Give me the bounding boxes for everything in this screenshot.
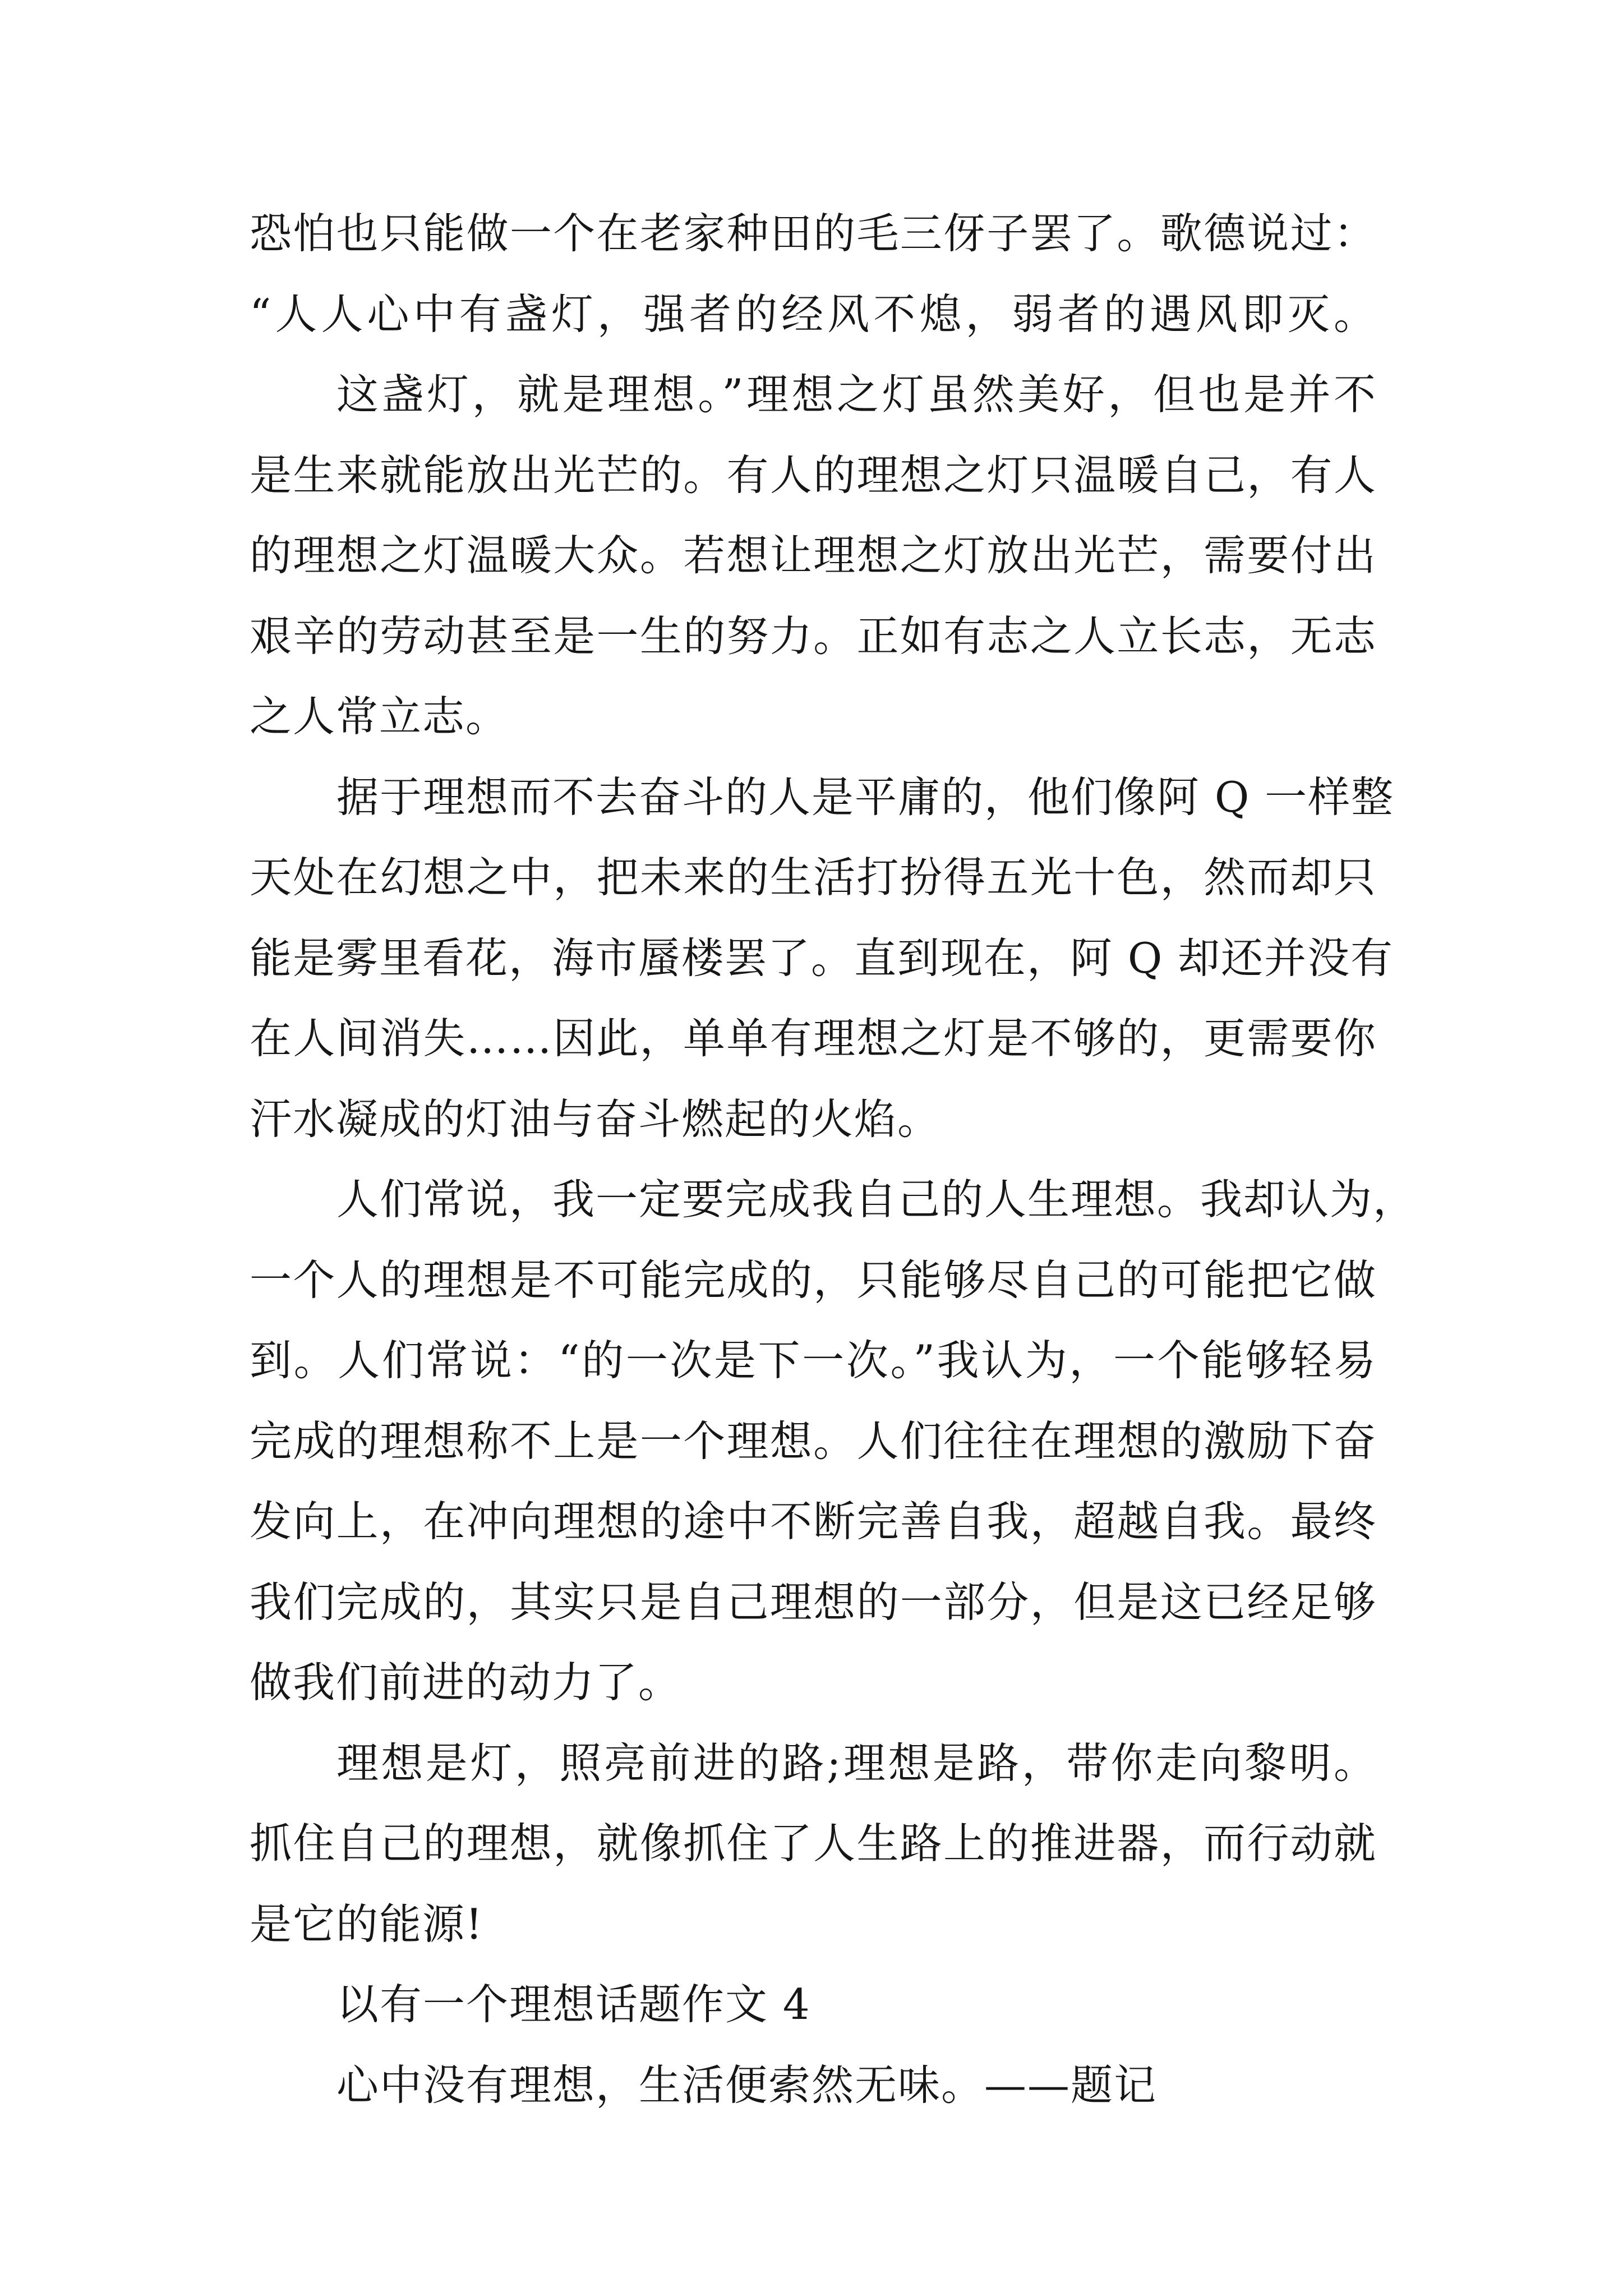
text-line: 恐怕也只能做一个在老家种田的毛三伢子罢了。歌德说过： [250,209,1377,258]
text-line: 是它的能源! [250,1899,484,1949]
text-line: 在人间消失……因此，单单有理想之灯是不够的，更需要你 [250,1014,1377,1063]
text-line: 是生来就能放出光芒的。有人的理想之灯只温暖自己，有人 [250,450,1377,500]
text-line: 人们常说，我一定要完成我自己的人生理想。我却认为， [336,1175,1417,1224]
text-line: 天处在幻想之中，把未来的生活打扮得五光十色，然而却只 [250,853,1377,902]
text-line: 发向上，在冲向理想的途中不断完善自我，超越自我。最终 [250,1497,1377,1546]
text-line: 到。人们常说：“的一次是下一次。”我认为，一个能够轻易 [250,1336,1377,1385]
text-line: 能是雾里看花，海市蜃楼罢了。直到现在，阿 Q 却还并没有 [250,933,1394,983]
text-line: 抓住自己的理想，就像抓住了人生路上的推进器，而行动就 [250,1819,1377,1868]
text-line: 的理想之灯温暖大众。若想让理想之灯放出光芒，需要付出 [250,531,1377,580]
text-line: 完成的理想称不上是一个理想。人们往往在理想的激励下奋 [250,1416,1377,1466]
epigraph: 心中没有理想，生活便索然无味。——题记 [336,2060,1158,2110]
text-line: 之人常立志。 [250,692,509,741]
text-line: 一个人的理想是不可能完成的，只能够尽自己的可能把它做 [250,1255,1377,1305]
text-line: 这盏灯，就是理想。”理想之灯虽然美好，但也是并不 [336,370,1377,419]
text-line: 艰辛的劳动甚至是一生的努力。正如有志之人立长志，无志 [250,611,1377,661]
text-line: “人人心中有盏灯，强者的经风不熄，弱者的遇风即灭。 [250,289,1377,339]
text-line: 据于理想而不去奋斗的人是平庸的，他们像阿 Q 一样整 [336,772,1395,822]
text-line: 汗水凝成的灯油与奋斗燃起的火焰。 [250,1094,941,1144]
text-line: 我们完成的，其实只是自己理想的一部分，但是这已经足够 [250,1577,1377,1627]
text-line: 理想是灯，照亮前进的路;理想是路，带你走向黎明。 [336,1738,1377,1788]
text-line: 做我们前进的动力了。 [250,1658,682,1707]
section-heading: 以有一个理想话题作文 4 [336,1980,811,2029]
essay-body [250,194,1417,2125]
